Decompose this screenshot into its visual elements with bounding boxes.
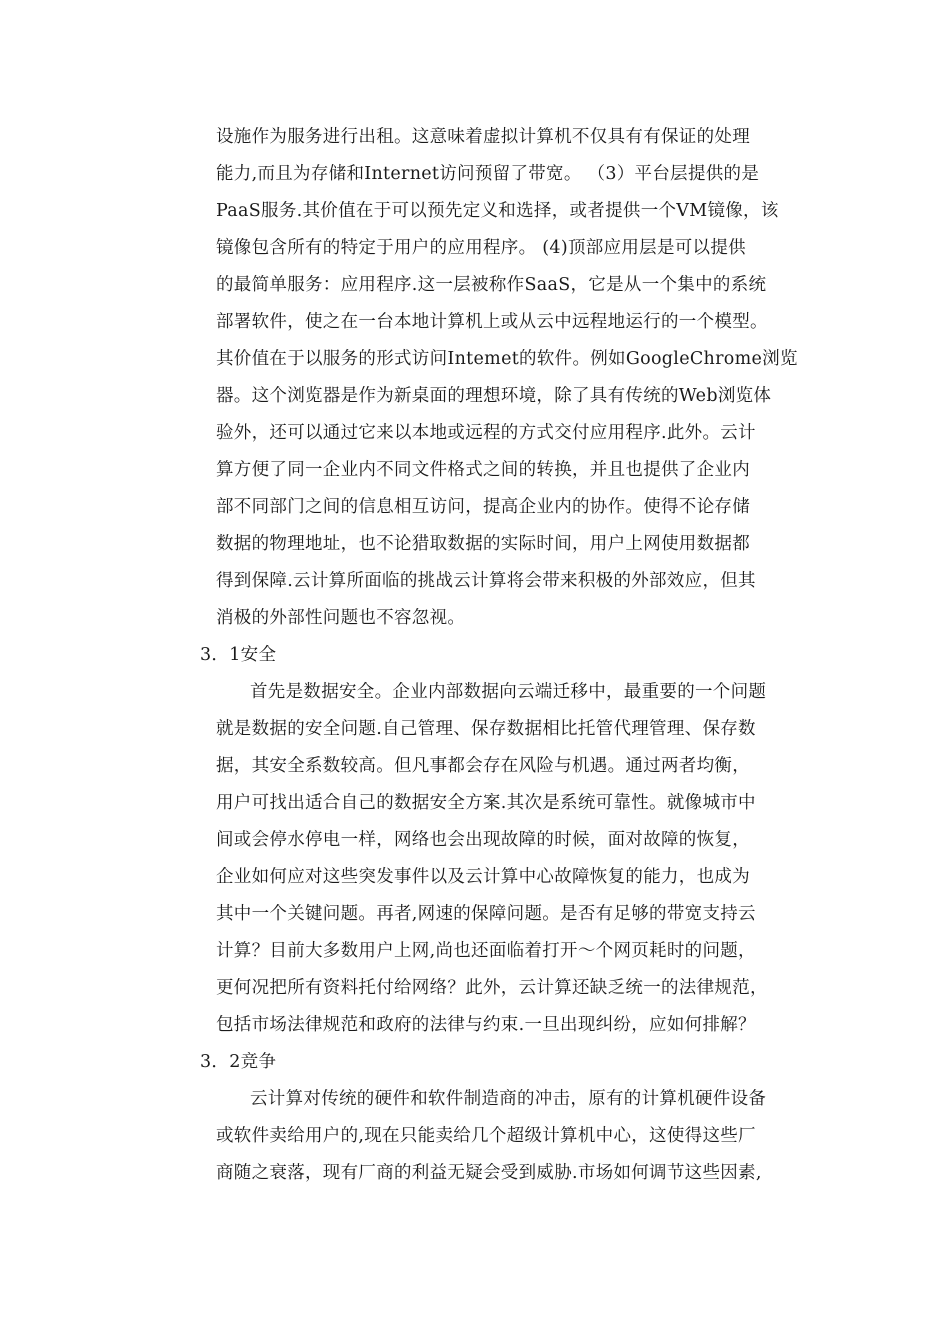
body-text-line: 商随之衰落，现有厂商的利益无疑会受到威胁.市场如何调节这些因素, [216, 1163, 762, 1183]
body-text-line: 云计算对传统的硬件和软件制造商的冲击，原有的计算机硬件设备 [250, 1089, 767, 1109]
body-text-line: 计算？目前大多数用户上网,尚也还面临着打开～个网页耗时的问题， [216, 941, 756, 961]
body-text-line: 就是数据的安全问题.自己管理、保存数据相比托管代理管理、保存数 [216, 719, 756, 739]
body-text-line: 消极的外部性问题也不容忽视。 [216, 608, 466, 628]
body-text-line: 其中一个关键问题。再者,网速的保障问题。是否有足够的带宽支持云 [216, 904, 756, 924]
body-text-line: 间或会停水停电一样，网络也会出现故障的时候，面对故障的恢复， [216, 830, 750, 850]
section-heading-competition: 3．2竞争 [200, 1052, 277, 1072]
body-text-line: 据，其安全系数较高。但凡事都会存在风险与机遇。通过两者均衡， [216, 756, 750, 776]
body-text-line: 企业如何应对这些突发事件以及云计算中心故障恢复的能力，也成为 [216, 867, 750, 887]
body-text-line: 的最简单服务：应用程序.这一层被称作SaaS，它是从一个集中的系统 [216, 275, 767, 295]
body-text-line: 首先是数据安全。企业内部数据向云端迁移中，最重要的一个问题 [250, 682, 767, 702]
body-text-line: 更何况把所有资料托付给网络？此外，云计算还缺乏统一的法律规范， [216, 978, 768, 998]
body-text-line: 得到保障.云计算所面临的挑战云计算将会带来积极的外部效应，但其 [216, 571, 756, 591]
body-text-line: 部署软件，使之在一台本地计算机上或从云中远程地运行的一个模型。 [216, 312, 768, 332]
body-text-line: 部不同部门之间的信息相互访问，提高企业内的协作。使得不论存储 [216, 497, 750, 517]
body-text-line: 包括市场法律规范和政府的法律与约束.一旦出现纠纷，应如何排解？ [216, 1015, 756, 1035]
body-text-line: 器。这个浏览器是作为新桌面的理想环境，除了具有传统的Web浏览体 [216, 386, 772, 406]
body-text-line: 或软件卖给用户的,现在只能卖给几个超级计算机中心，这使得这些厂 [216, 1126, 756, 1146]
body-text-line: 设施作为服务进行出租。这意味着虚拟计算机不仅具有有保证的处理 [216, 127, 750, 147]
body-text-line: 验外，还可以通过它来以本地或远程的方式交付应用程序.此外。云计 [216, 423, 756, 443]
section-heading-security: 3．1安全 [200, 645, 277, 665]
body-text-line: 能力,而且为存储和Internet访问预留了带宽。 （3）平台层提供的是 [216, 164, 760, 184]
body-text-line: 数据的物理地址，也不论猎取数据的实际时间，用户上网使用数据都 [216, 534, 750, 554]
body-text-line: 其价值在于以服务的形式访问Intemet的软件。例如GoogleChrome浏览 [216, 349, 798, 369]
body-text-line: 算方便了同一企业内不同文件格式之间的转换，并且也提供了企业内 [216, 460, 750, 480]
body-text-line: 镜像包含所有的特定于用户的应用程序。 (4)顶部应用层是可以提供 [216, 238, 746, 258]
body-text-line: PaaS服务.其价值在于可以预先定义和选择，或者提供一个VM镜像，该 [216, 201, 779, 221]
body-text-line: 用户可找出适合自己的数据安全方案.其次是系统可靠性。就像城市中 [216, 793, 756, 813]
